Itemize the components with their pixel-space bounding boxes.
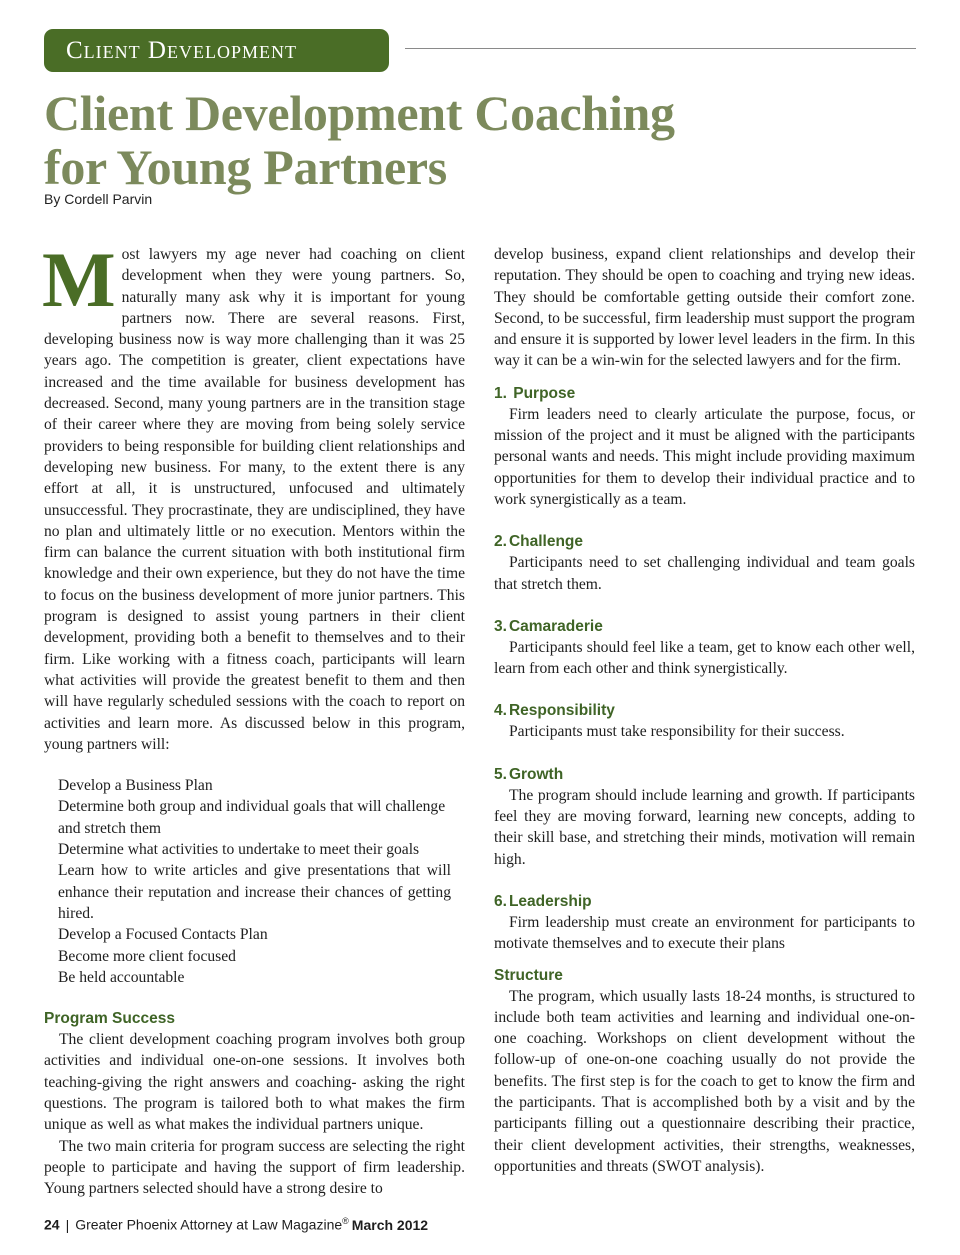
goal-list <box>44 775 465 988</box>
goal-item: Learn how to write articles and give presentations that will enhance their reputation and increase their chances of getting hired. <box>58 862 451 922</box>
program-success-paragraph: The client development coaching program involves both group activities and individual one-on-one sessions. It involves both teaching-giving the right answers and coaching- asking the right questions. The program is tailored both to what makes the firm unique as well as what makes the individual partners unique. <box>44 1031 465 1134</box>
goal-item: Become more client focused <box>58 947 236 965</box>
section-body: The program should include learning and growth. If participants feel they are moving forward, learning new concepts, adding to their skill base, and stretching their minds, motivation will remain high. <box>494 786 915 868</box>
goal-item: Determine both group and individual goals that will challenge and stretch them <box>58 798 446 837</box>
article-title <box>44 86 675 194</box>
structure-paragraph: The program, which usually lasts 18-24 months, is structured to include both team activities and learning and individual one-on-one coaching. Workshops on client development without the follow-up of one-on-one coaching usually do not provide the benefits. The first step is for the coach to get to know the firm and the participants. That is accomplished both by a visit and by the participants filling out a questionnaire describing their practice, their client development activities, their strengths, weaknesses, opportunities and threats (SWOT analysis). <box>494 987 915 1175</box>
header-rule <box>405 48 916 49</box>
title-line-2: for Young Partners <box>44 139 447 195</box>
section-body: Firm leaders need to clearly articulate the purpose, focus, or mission of the project and it must be aligned with the participants personal wants and needs. This might include providing maximum opportunities for them to develop their individual practice and to work synergistically as a team. <box>494 405 915 508</box>
intro-paragraph <box>42 236 465 755</box>
section-body: Participants need to set challenging individual and team goals that stretch them. <box>494 554 915 593</box>
registered-mark: ® <box>342 1216 349 1226</box>
section-heading-responsibility: 4. Responsibility <box>494 702 615 720</box>
byline: By Cordell Parvin <box>44 191 153 207</box>
drop-cap: M <box>42 236 116 323</box>
section-heading-leadership: 6. Leadership <box>494 892 592 910</box>
goal-item: Develop a Focused Contacts Plan <box>58 926 268 944</box>
title-line-1: Client Development Coaching <box>44 85 675 141</box>
section-tab: Client Development <box>44 29 389 72</box>
goal-item: Be held accountable <box>58 968 185 986</box>
section-heading-camaraderie: 3. Camaraderie <box>494 617 603 635</box>
goal-item: Develop a Business Plan <box>58 777 213 795</box>
issue-date: March 2012 <box>351 1216 429 1233</box>
section-body: Participants must take responsibility for their success. <box>509 723 845 741</box>
page-footer <box>44 1216 428 1233</box>
section-heading-challenge: 2. Challenge <box>494 533 584 551</box>
section-heading-growth: 5. Growth <box>494 765 564 783</box>
continuation-paragraph: develop business, expand client relationships and develop their reputation. They should be open to coaching and trying new ideas. They should be comfortable getting outside their comfort zone. Second, to be successful, firm leadership must support the program and ensure it is supported by lower level leaders in the firm. In this way it can be a win-win for the selected lawyers and for the firm. <box>494 246 915 370</box>
structure-heading: Structure <box>494 966 563 984</box>
magazine-name: Greater Phoenix Attorney at Law Magazine <box>75 1216 343 1233</box>
program-success-paragraph: The two main criteria for program success are selecting the right people to participate and having the support of firm leadership. Young partners selected should have a strong desire to <box>44 1137 465 1198</box>
section-body: Firm leadership must create an environment for participants to motivate themselves and to execute their plans <box>494 913 915 953</box>
goal-item: Determine what activities to undertake to meet their goals <box>58 841 420 859</box>
left-column <box>42 236 465 1199</box>
program-success-heading: Program Success <box>44 1010 175 1028</box>
page-number: 24 <box>44 1216 60 1233</box>
intro-text: ost lawyers my age never had coaching on client development when they were young partners. So, naturally many ask why it is important for young partners now. There are several reasons. First, developing business now is way more challenging than it was 25 years ago. The competition is greater, client expectations have increased and the time available for business development has decreased. Second, many young partners are in the transition stage of their career where they are moving from being solely service providers to being responsible for building client relationships and developing new business. For many, to the extent there is any effort at all, it is unstructured, unfocused and ultimately unsuccessful. They procrastinate, they are undisciplined, they have no plan and ultimately little or no execution. Mentors within the firm can balance the current situation with both institutional firm knowledge and their own experience, but they do not have the time to focus on the business development of more junior partners. This program is designed to assist young partners in their client development, providing both a benefit to themselves and to their firm. Like working with a fitness coach, participants will learn what activities will provide the greatest benefit to them and then will have regularly scheduled sessions with the coach to report on activities and learn more. As discussed below in this program, young partners will: <box>44 246 465 753</box>
footer-separator: | <box>65 1216 70 1233</box>
right-column <box>494 244 915 1177</box>
section-heading-purpose: 1. Purpose <box>494 384 576 402</box>
section-body: Participants should feel like a team, get to know each other well, learn from each other and think synergistically. <box>494 638 915 678</box>
